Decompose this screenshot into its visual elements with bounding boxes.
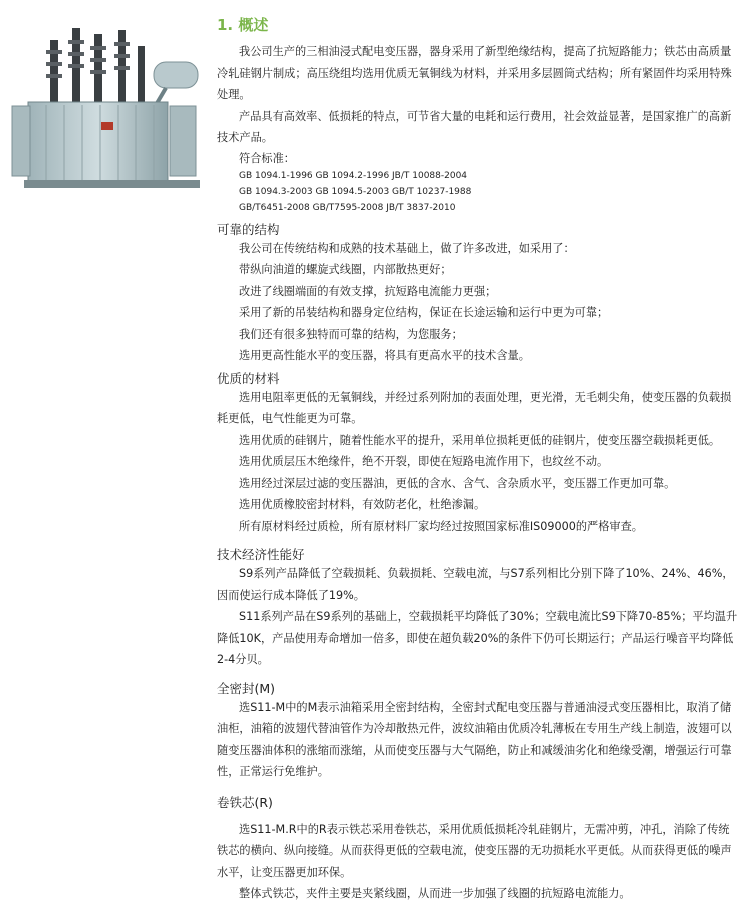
materials-line: 选用优质的硅钢片，随着性能水平的提升，采用单位损耗更低的硅钢片，使变压器空载损耗更低。 <box>239 433 721 447</box>
standard-line: GB/T6451-2008 GB/T7595-2008 JB/T 3837-2010 <box>239 202 456 213</box>
materials-line: 选用经过深层过滤的变压器油，更低的含水、含气、含杂质水平，变压器工作更加可靠。 <box>239 476 676 490</box>
reliable-line: 改进了线圈端面的有效支撑，抗短路电流能力更强； <box>239 284 497 298</box>
section-title: 1. 概述 <box>217 16 269 34</box>
sealed-line: 选S11-M中的M表示油箱采用全密封结构，全密封式配电变压器与普通油浸式变压器相比，取消了储油柜，油箱的波翅代替油管作为冷却散热元件，波纹油箱由优质冷轧薄板在专用生产线上制造，波翅可以随变压器油体积的涨缩而涨缩，从而使变压器与大气隔绝，防止和减缓油劣化和绝缘受潮，增强运行可靠性，正常运行免维护。 <box>217 700 732 778</box>
standard-line: GB 1094.1-1996 GB 1094.2-1996 JB/T 10088-2004 <box>239 170 468 181</box>
reliable-line: 带纵向油道的螺旋式线圈，内部散热更好； <box>239 263 452 276</box>
intro-paragraph: 产品具有高效率、低损耗的特点，可节省大量的电耗和运行费用，社会效益显著，是国家推广的高新技术产品。 <box>217 109 732 144</box>
materials-line: 选用优质层压木绝缘件，绝不开裂，即使在短路电流作用下，也纹丝不动。 <box>239 455 609 468</box>
reliable-line: 我们还有很多独特而可靠的结构，为您服务； <box>239 327 463 341</box>
reliable-line: 我公司在传统结构和成熟的技术基础上，做了许多改进，如采用了： <box>239 241 575 255</box>
wound-line: 整体式铁芯，夹件主要是夹紧线圈，从而进一步加强了线圈的抗短路电流能力。 <box>239 887 631 900</box>
standard-line: GB 1094.3-2003 GB 1094.5-2003 GB/T 10237-1988 <box>239 186 472 197</box>
materials-line: 选用优质橡胶密封材料，有效防老化，杜绝渗漏。 <box>239 498 486 511</box>
content-column <box>217 14 739 905</box>
economic-line: S11系列产品在S9系列的基础上，空载损耗平均降低了30%；空载电流比S9下降70-85%；平均温升降低10K，产品使用寿命增加一倍多，即使在超负载20%的条件下仍可长期运行；产品运行噪音平均降低2-4分贝。 <box>217 610 738 666</box>
wound-heading: 卷铁芯(R) <box>217 794 273 810</box>
wound-line: 选S11-M.R中的R表示铁芯采用卷铁芯，采用优质低损耗冷轧硅钢片，无需冲剪，冲孔，消除了传统铁芯的横向、纵向接缝。从而获得更低的空载电流，使变压器的无功损耗水平更低。从而获得更低的噪声水平，让变压器更加环保。 <box>217 822 732 879</box>
materials-heading: 优质的材料 <box>217 370 280 386</box>
sealed-heading: 全密封(M) <box>217 680 276 696</box>
economic-line: S9系列产品降低了空载损耗、负载损耗、空载电流，与S7系列相比分别下降了10%、24%、46%，因而使运行成本降低了19%。 <box>217 567 734 602</box>
materials-line: 选用电阻率更低的无氧铜线，并经过系列附加的表面处理，更光滑，无毛刺尖角，使变压器的负载损耗更低，电气性能更为可靠。 <box>217 390 732 425</box>
transformer-photo <box>6 10 206 200</box>
reliable-line: 选用更高性能水平的变压器，将具有更高水平的技术含量。 <box>239 349 530 362</box>
reliable-heading: 可靠的结构 <box>217 221 280 237</box>
reliable-line: 采用了新的吊装结构和器身定位结构，保证在长途运输和运行中更为可靠； <box>239 306 609 319</box>
economic-heading: 技术经济性能好 <box>217 547 305 562</box>
materials-line: 所有原材料经过质检，所有原材料厂家均经过按照国家标准IS09000的严格审查。 <box>239 519 643 533</box>
intro-paragraph: 我公司生产的三相油浸式配电变压器，器身采用了新型绝缘结构，提高了抗短路能力；铁芯由高质量冷轧硅钢片制成；高压绕组均选用优质无氧铜线为材料，并采用多层圆筒式结构；所有紧固件均采用特殊处理。 <box>217 45 732 101</box>
standards-label: 符合标准： <box>239 151 295 165</box>
